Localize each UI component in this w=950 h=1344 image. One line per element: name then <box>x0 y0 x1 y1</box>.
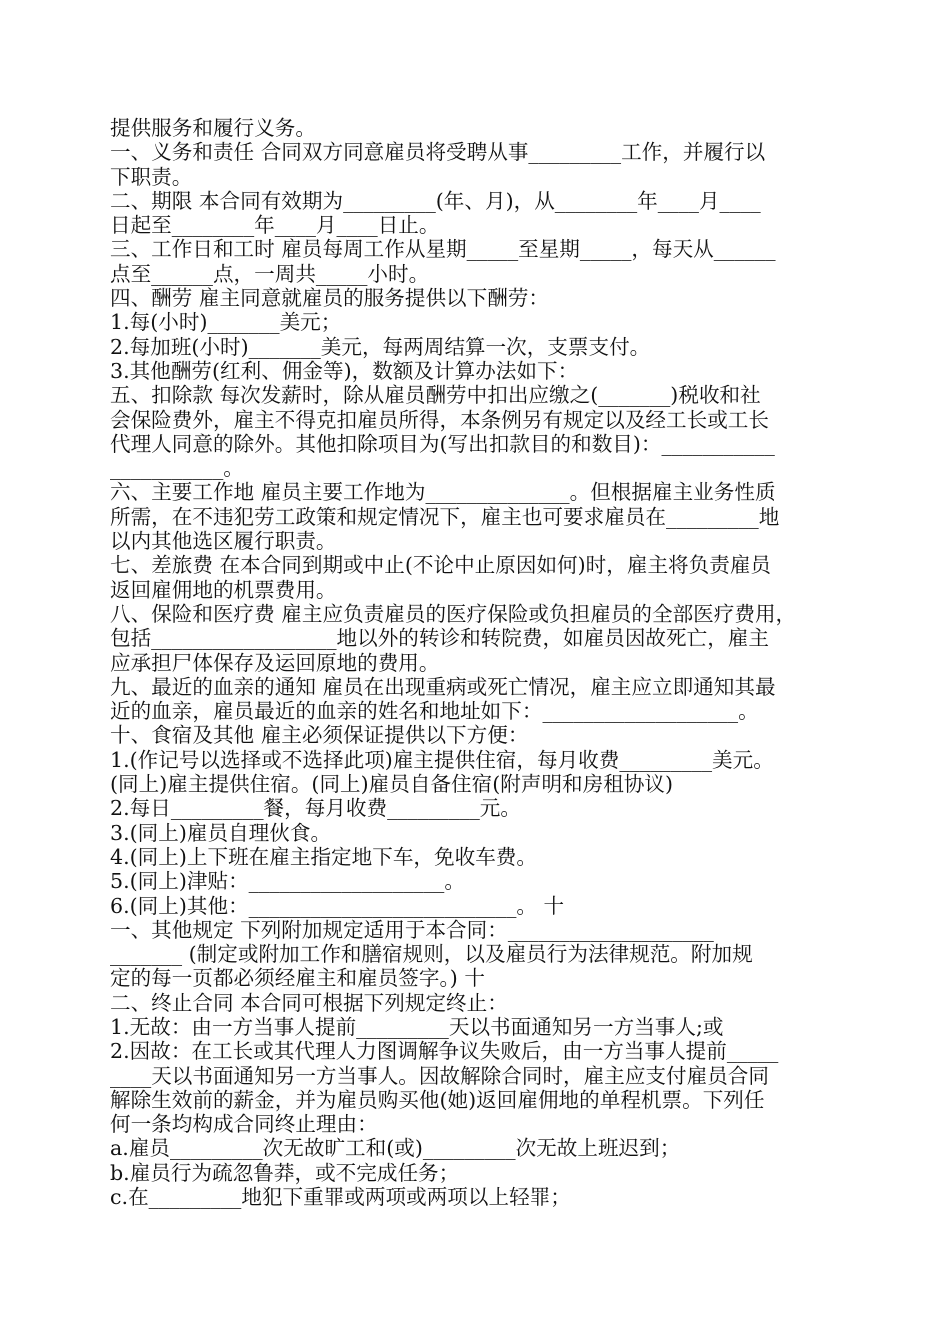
text-line: 包括__________________地以外的转诊和转院费，如雇员因故死亡，雇主 <box>110 626 769 651</box>
text-line: 会保险费外，雇主不得克扣雇员所得，本条例另有规定以及经工长或工长 <box>110 407 769 432</box>
text-line: 近的血亲，雇员最近的血亲的姓名和地址如下：___________________。 <box>110 699 759 724</box>
text-line: _______ (制定或附加工作和膳宿规则，以及雇员行为法律规范。附加规 <box>110 942 753 967</box>
text-line: 3.其他酬劳(红利、佣金等)，数额及计算办法如下： <box>110 358 579 383</box>
text-line: 以内其他选区履行职责。 <box>110 529 337 554</box>
text-line: c.在_________地犯下重罪或两项或两项以上轻罪； <box>110 1185 571 1210</box>
text-line: 一、其他规定 下列附加规定适用于本合同：____________________ <box>110 917 714 942</box>
text-line: 二、期限 本合同有效期为_________(年、月)，从________年____月____ <box>110 188 761 213</box>
text-line: 何一条均构成合同终止理由： <box>110 1112 378 1137</box>
text-line: a.雇员_________次无故旷工和(或)_________次无故上班迟到； <box>110 1136 681 1161</box>
text-line: 六、主要工作地 雇员主要工作地为______________。但根据雇主业务性质 <box>110 480 776 505</box>
text-line: 1.无故：由一方当事人提前_________天以书面通知另一方当事人;或 <box>110 1014 724 1039</box>
text-line: 2.每加班(小时)_______美元，每两周结算一次，支票支付。 <box>110 334 651 359</box>
text-line: 3.(同上)雇员自理伙食。 <box>110 820 332 845</box>
text-line: 点至______点，一周共_____小时。 <box>110 261 430 286</box>
text-line: 七、差旅费 在本合同到期或中止(不论中止原因如何)时，雇主将负责雇员 <box>110 553 772 578</box>
text-line: 应承担尸体保存及运回原地的费用。 <box>110 650 440 675</box>
text-line: 四、酬劳 雇主同意就雇员的服务提供以下酬劳： <box>110 286 550 311</box>
text-line: 所需，在不违犯劳工政策和规定情况下，雇主也可要求雇员在_________地 <box>110 504 780 529</box>
text-line: 提供服务和履行义务。 <box>110 116 316 140</box>
text-line: ___________。 <box>110 456 244 481</box>
text-line: 1.每(小时)_______美元； <box>110 310 342 335</box>
text-line: 五、扣除款 每次发薪时，除从雇员酬劳中扣出应缴之(_______)税收和社 <box>110 383 761 408</box>
text-line: b.雇员行为疏忽鲁莽，或不完成任务； <box>110 1160 460 1185</box>
text-line: 十、食宿及其他 雇主必须保证提供以下方便： <box>110 723 529 748</box>
text-line: 二、终止合同 本合同可根据下列规定终止： <box>110 990 508 1015</box>
text-line: (同上)雇主提供住宿。(同上)雇员自备住宿(附声明和房租协议) <box>110 772 674 797</box>
text-line: 定的每一页都必须经雇主和雇员签字。) 十 <box>110 966 485 991</box>
text-line: 下职责。 <box>110 164 193 189</box>
contract-page <box>110 116 845 1209</box>
text-line: 日起至________年____月____日止。 <box>110 213 440 238</box>
text-line: 5.(同上)津贴：___________________。 <box>110 869 465 894</box>
text-line: 返回雇佣地的机票费用。 <box>110 577 337 602</box>
text-line: 九、最近的血亲的通知 雇员在出现重病或死亡情况，雇主应立即通知其最 <box>110 674 776 699</box>
text-line: 4.(同上)上下班在雇主指定地下车，免收车费。 <box>110 844 537 869</box>
text-line: 2.因故：在工长或其代理人力图调解争议失败后，由一方当事人提前_____ <box>110 1039 779 1064</box>
text-line: 代理人同意的除外。其他扣除项目为(写出扣款目的和数目)：___________ <box>110 431 775 456</box>
text-line: 八、保险和医疗费 雇主应负责雇员的医疗保险或负担雇员的全部医疗费用， <box>110 601 797 626</box>
text-line: 6.(同上)其他：__________________________。 十 <box>110 893 565 918</box>
text-line: 一、义务和责任 合同双方同意雇员将受聘从事_________工作，并履行以 <box>110 140 766 165</box>
text-line: 解除生效前的薪金，并为雇员购买他(她)返回雇佣地的单程机票。下列任 <box>110 1087 765 1112</box>
text-line: ____天以书面通知另一方当事人。因故解除合同时，雇主应支付雇员合同 <box>110 1063 769 1088</box>
text-line: 三、工作日和工时 雇员每周工作从星期_____至星期_____，每天从______ <box>110 237 776 262</box>
text-line: 1.(作记号以选择或不选择此项)雇主提供住宿，每月收费_________美元。 <box>110 747 774 772</box>
text-line: 2.每日_________餐，每月收费_________元。 <box>110 796 521 821</box>
